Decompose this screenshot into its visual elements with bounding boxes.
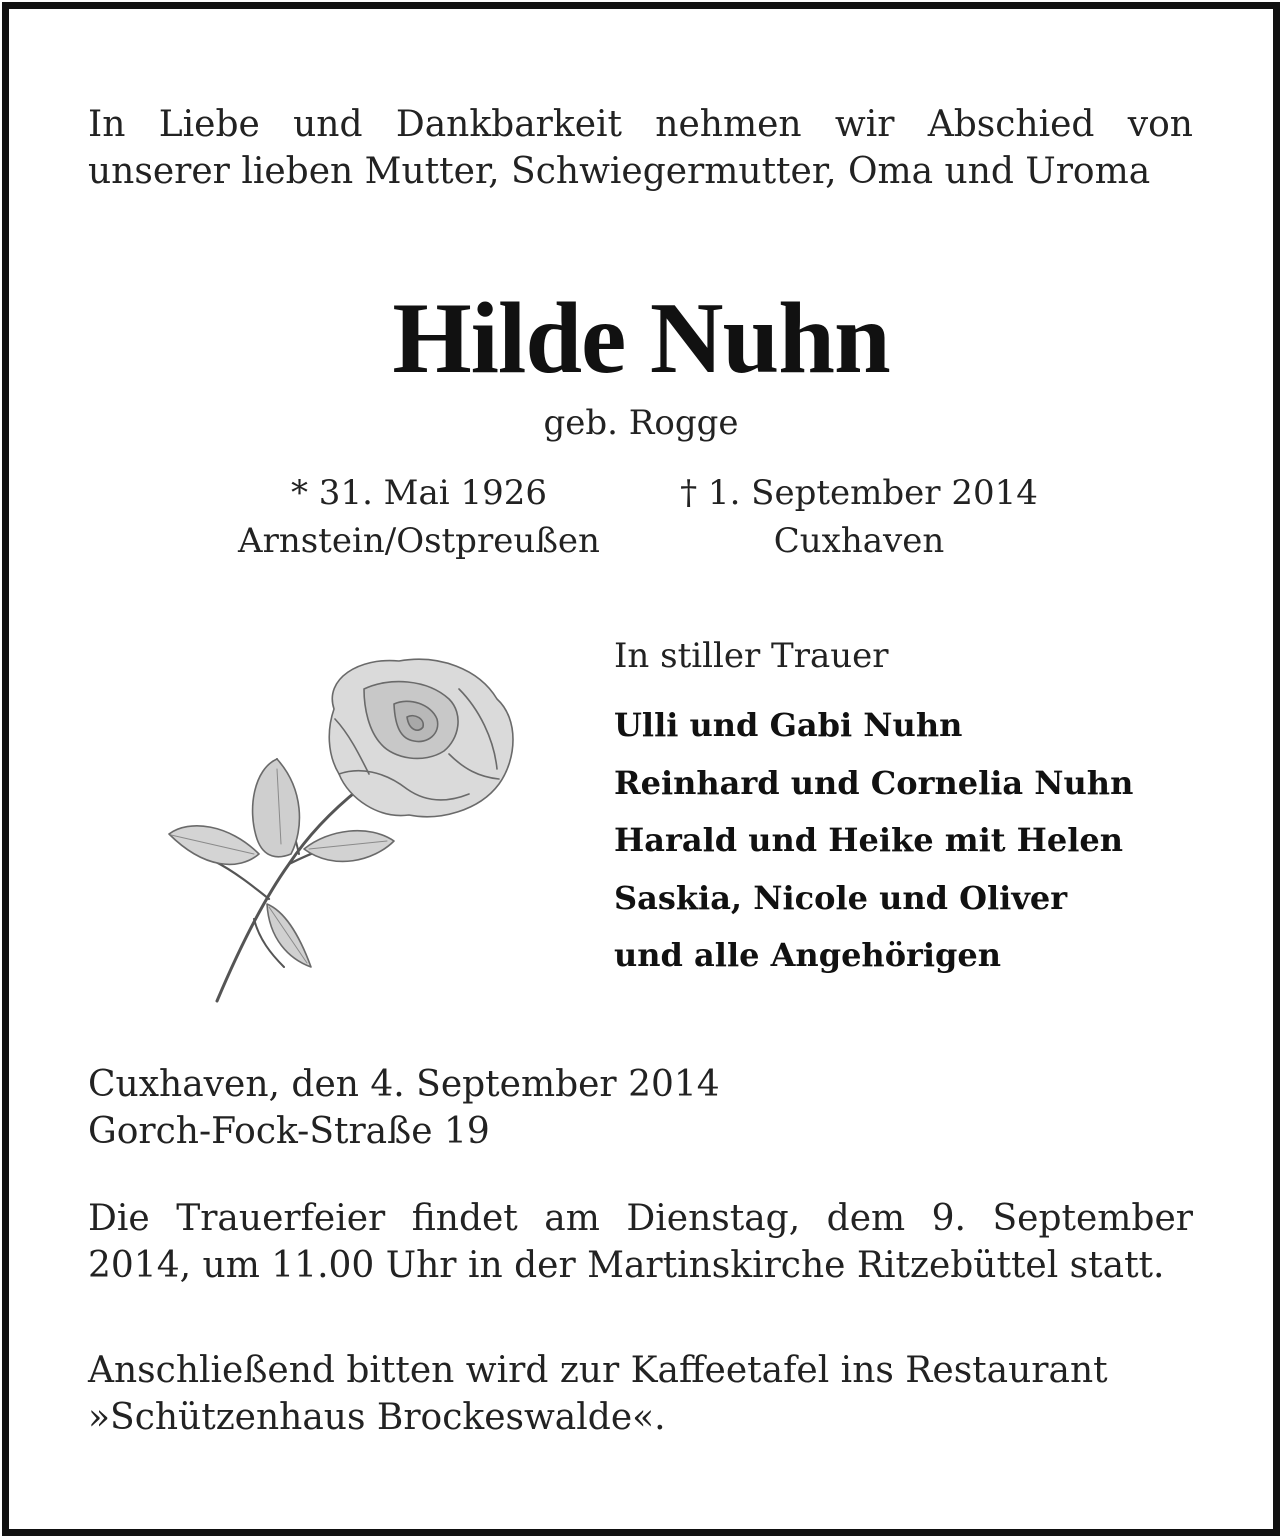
mourner-family: und alle Angehörigen (614, 936, 1002, 974)
maiden-name: geb. Rogge (543, 403, 739, 443)
mourner-family: Ulli und Gabi Nuhn (614, 706, 963, 744)
death-place: Cuxhaven (773, 521, 945, 561)
obituary-notice (2, 2, 1280, 1536)
address-line: Gorch-Fock-Straße 19 (88, 1111, 490, 1152)
reception-text (88, 1347, 1193, 1441)
death-info (649, 469, 1069, 565)
date-line: Cuxhaven, den 4. September 2014 (88, 1064, 720, 1105)
birth-place: Arnstein/Ostpreußen (238, 521, 600, 561)
ceremony-text: Die Trauerfeier findet am Dienstag, dem 9. September 2014, um 11.00 Uhr in der Martinskirche Ritzebüttel statt. (88, 1198, 1193, 1286)
place-and-date (88, 1061, 1193, 1155)
intro-text: In Liebe und Dankbarkeit nehmen wir Abschied von unserer lieben Mutter, Schwiegermutter, Oma und Uroma (88, 104, 1193, 192)
deceased-name: Hilde Nuhn (392, 282, 890, 395)
reception-line-2: »Schützenhaus Brockeswalde«. (88, 1397, 666, 1438)
mourner-family: Harald und Heike mit Helen (614, 821, 1124, 859)
mourner-family: Saskia, Nicole und Oliver (614, 878, 1068, 917)
mourners-list (614, 631, 1214, 985)
reception-line-1: Anschließend bitten wird zur Kaffeetafel ins Restaurant (88, 1350, 1108, 1391)
mourners-lead: In stiller Trauer (614, 636, 889, 676)
birth-date: * 31. Mai 1926 (291, 473, 547, 513)
rose-illustration (159, 649, 529, 1009)
birth-info (189, 469, 649, 565)
death-date: † 1. September 2014 (680, 473, 1038, 513)
mourner-family: Reinhard und Cornelia Nuhn (614, 763, 1134, 802)
